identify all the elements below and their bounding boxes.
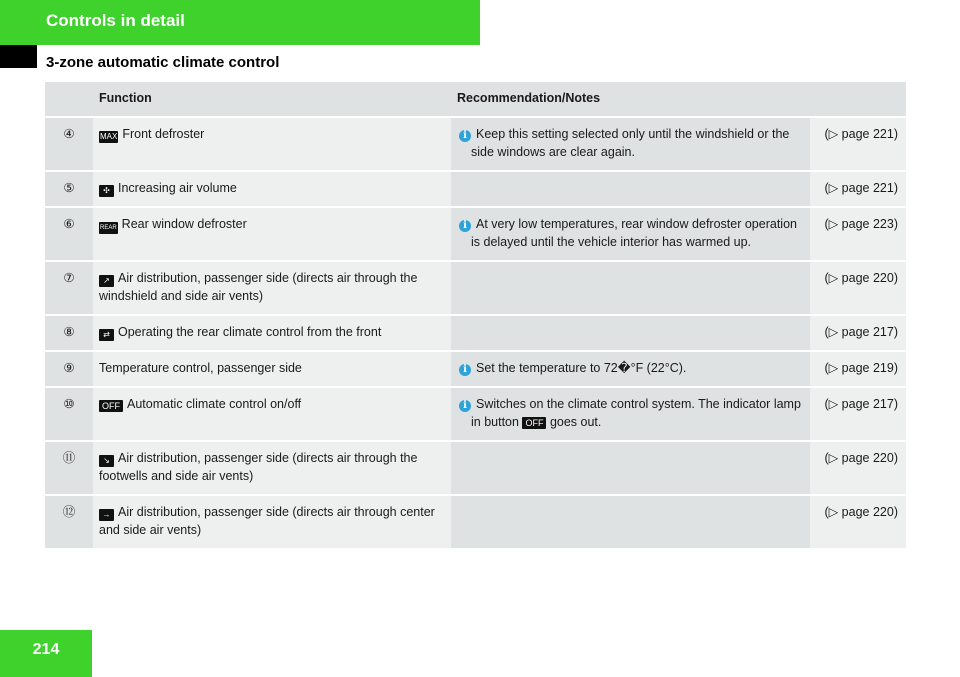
table-row bbox=[45, 352, 906, 388]
table-row bbox=[45, 118, 906, 172]
row-notes bbox=[451, 496, 810, 550]
table-row bbox=[45, 262, 906, 316]
row-function bbox=[93, 172, 451, 208]
air-distribution-center-icon: → bbox=[99, 509, 114, 521]
row-number: ⑨ bbox=[45, 352, 93, 388]
table-row bbox=[45, 388, 906, 442]
row-number: ⑪ bbox=[45, 442, 93, 496]
notes-text: Keep this setting selected only until the windshield or the side windows are clear again. bbox=[471, 127, 790, 159]
page-reference-link[interactable]: (▷ page 221) bbox=[810, 172, 906, 208]
row-notes bbox=[451, 118, 810, 172]
row-notes bbox=[451, 172, 810, 208]
function-text: Operating the rear climate control from the front bbox=[118, 325, 382, 339]
function-text: Air distribution, passenger side (directs air through center and side air vents) bbox=[99, 505, 435, 537]
page-reference-link[interactable]: (▷ page 220) bbox=[810, 442, 906, 496]
function-text: Air distribution, passenger side (directs air through the windshield and side air vents) bbox=[99, 271, 418, 303]
air-distribution-footwell-icon: ↘ bbox=[99, 455, 114, 467]
front-defroster-icon: MAX bbox=[100, 132, 118, 141]
function-text: Front defroster bbox=[122, 127, 205, 141]
page-reference-link[interactable]: (▷ page 221) bbox=[810, 118, 906, 172]
column-header-function: Function bbox=[93, 82, 451, 118]
row-number: ⑩ bbox=[45, 388, 93, 442]
info-icon: i bbox=[459, 400, 471, 412]
row-number: ⑫ bbox=[45, 496, 93, 550]
column-header-notes: Recommendation/Notes bbox=[451, 82, 810, 118]
row-function bbox=[93, 262, 451, 316]
row-notes bbox=[451, 442, 810, 496]
function-text: Automatic climate control on/off bbox=[127, 397, 302, 411]
page-reference-link[interactable]: (▷ page 223) bbox=[810, 208, 906, 262]
row-number: ⑥ bbox=[45, 208, 93, 262]
row-notes bbox=[451, 208, 810, 262]
page-reference-link[interactable]: (▷ page 220) bbox=[810, 262, 906, 316]
off-button-icon: OFF bbox=[522, 417, 546, 429]
fan-icon: ✣ bbox=[99, 185, 114, 197]
controls-table bbox=[45, 82, 906, 550]
black-tab-marker bbox=[0, 45, 37, 68]
function-text: Rear window defroster bbox=[121, 217, 247, 231]
notes-text: Switches on the climate control system. The indicator lamp in button bbox=[471, 397, 801, 429]
notes-text: At very low temperatures, rear window defroster operation is delayed until the vehicle interior has warmed up. bbox=[471, 217, 797, 249]
page-reference-link[interactable]: (▷ page 219) bbox=[810, 352, 906, 388]
table-row bbox=[45, 316, 906, 352]
page-reference-link[interactable]: (▷ page 217) bbox=[810, 316, 906, 352]
section-title: 3-zone automatic climate control bbox=[46, 54, 280, 71]
row-function bbox=[93, 208, 451, 262]
page-reference-link[interactable]: (▷ page 220) bbox=[810, 496, 906, 550]
notes-text-end: goes out. bbox=[549, 415, 602, 429]
table-row bbox=[45, 172, 906, 208]
info-icon: i bbox=[459, 364, 471, 376]
row-function bbox=[93, 388, 451, 442]
notes-text: Set the temperature to 72�°F (22‌°C). bbox=[476, 361, 687, 375]
air-distribution-windshield-icon: ↗ bbox=[99, 275, 114, 287]
table-row bbox=[45, 208, 906, 262]
table-row bbox=[45, 496, 906, 550]
column-header-number bbox=[45, 82, 93, 118]
row-number: ⑦ bbox=[45, 262, 93, 316]
row-function bbox=[93, 352, 451, 388]
rear-climate-icon: ⇄ bbox=[99, 329, 114, 341]
page-number: 214 bbox=[32, 641, 60, 658]
row-notes bbox=[451, 388, 810, 442]
row-notes bbox=[451, 352, 810, 388]
row-number: ⑤ bbox=[45, 172, 93, 208]
header-title: Controls in detail bbox=[46, 11, 185, 30]
rear-defroster-icon: REAR bbox=[99, 222, 118, 234]
row-function bbox=[93, 118, 451, 172]
page-reference-link[interactable]: (▷ page 217) bbox=[810, 388, 906, 442]
row-notes bbox=[451, 316, 810, 352]
function-text: Increasing air volume bbox=[118, 181, 237, 195]
function-text: Temperature control, passenger side bbox=[99, 361, 302, 375]
info-icon: i bbox=[459, 220, 471, 232]
row-function bbox=[93, 316, 451, 352]
table-row bbox=[45, 442, 906, 496]
off-icon: OFF bbox=[99, 400, 123, 412]
function-text: Air distribution, passenger side (directs air through the footwells and side air vents) bbox=[99, 451, 418, 483]
column-header-reference bbox=[810, 82, 906, 118]
table-header-row bbox=[45, 82, 906, 118]
row-number: ⑧ bbox=[45, 316, 93, 352]
row-number: ④ bbox=[45, 118, 93, 172]
info-icon: i bbox=[459, 130, 471, 142]
row-notes bbox=[451, 262, 810, 316]
row-function bbox=[93, 496, 451, 550]
row-function bbox=[93, 442, 451, 496]
